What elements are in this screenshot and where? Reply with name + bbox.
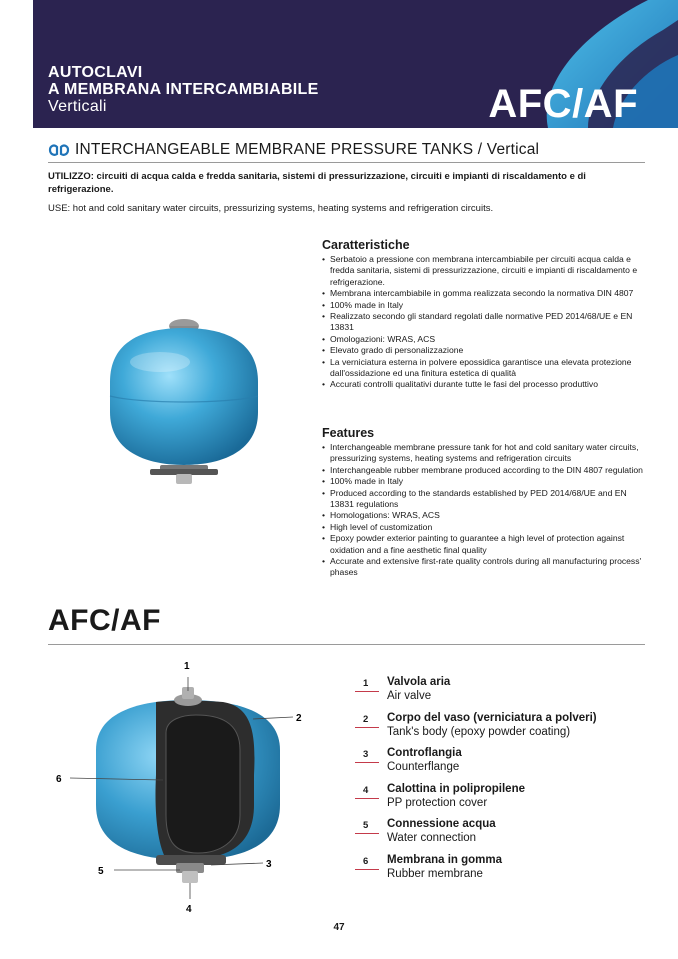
list-item: • Serbatoio a pressione con membrana intercambiabile per circuiti acqua calda e fredda sanitaria, sistemi di pressurizzazione, circuiti e impianti di riscaldamento e refrigerazione. bbox=[322, 254, 647, 288]
part-name-it: Controflangia bbox=[387, 747, 462, 759]
section-divider bbox=[48, 644, 645, 645]
list-item: • Interchangeable membrane pressure tank for hot and cold sanitary water circuits, pressurizing systems, heating systems and refrigeration circuits bbox=[322, 442, 647, 465]
callout-2: 2 bbox=[296, 713, 302, 724]
tank-cutaway-diagram bbox=[48, 655, 318, 917]
list-item: • Homologations: WRAS, ACS bbox=[322, 510, 647, 521]
header-title-line3: Verticali bbox=[48, 98, 107, 115]
caratteristiche-list bbox=[322, 254, 647, 391]
part-item bbox=[355, 712, 645, 748]
page-header bbox=[33, 0, 678, 128]
list-item: • Accurati controlli qualitativi durante tutte le fasi del processo produttivo bbox=[322, 379, 647, 390]
header-title-line1: AUTOCLAVI bbox=[48, 64, 143, 81]
part-name-it: Corpo del vaso (verniciatura a polveri) bbox=[387, 711, 597, 724]
part-name-en: PP protection cover bbox=[387, 796, 488, 809]
part-name-it: Valvola aria bbox=[387, 676, 451, 688]
features-section bbox=[322, 426, 647, 579]
list-item: • 100% made in Italy bbox=[322, 300, 647, 311]
list-item: • High level of customization bbox=[322, 522, 647, 533]
features-list bbox=[322, 442, 647, 579]
list-item: • Membrana intercambiabile in gomma realizzata secondo la normativa DIN 4807 bbox=[322, 288, 647, 299]
caratteristiche-section bbox=[322, 238, 647, 391]
part-rule bbox=[355, 727, 379, 728]
callout-1: 1 bbox=[184, 661, 190, 672]
part-number: 2 bbox=[363, 713, 369, 725]
callout-4: 4 bbox=[186, 904, 192, 915]
part-name-en: Counterflange bbox=[387, 761, 460, 773]
brand-logo-icon bbox=[48, 143, 70, 157]
tank-product-image bbox=[100, 312, 260, 492]
list-item: • Epoxy powder exterior painting to guarantee a high level of protection against oxidation and a fine aesthetic final quality bbox=[322, 533, 647, 556]
use-italian: UTILIZZO: circuiti di acqua calda e fredda sanitaria, sistemi di pressurizzazione, circuiti e impianti di riscaldamento e di refrigerazione. bbox=[48, 171, 586, 195]
list-item: • Accurate and extensive first-rate quality controls during all manufacturing process' phases bbox=[322, 556, 647, 579]
part-name-en: Water connection bbox=[387, 832, 477, 844]
part-rule bbox=[355, 798, 379, 799]
section-title: AFC/AF bbox=[48, 604, 161, 637]
part-item bbox=[355, 676, 645, 712]
header-title-line2: A MEMBRANA INTERCAMBIABILE bbox=[48, 81, 319, 98]
part-rule bbox=[355, 833, 379, 834]
list-item: • Elevato grado di personalizzazione bbox=[322, 345, 647, 356]
list-item: • 100% made in Italy bbox=[322, 476, 647, 487]
list-item: • Produced according to the standards established by PED 2014/68/UE and EN 13831 regulations bbox=[322, 488, 647, 511]
caratteristiche-title: Caratteristiche bbox=[322, 238, 410, 252]
part-name-it: Calottina in polipropilene bbox=[387, 782, 525, 795]
part-item bbox=[355, 854, 645, 890]
part-item bbox=[355, 818, 645, 854]
part-item bbox=[355, 747, 645, 783]
page-number: 47 bbox=[333, 922, 345, 933]
part-name-it: Membrana in gomma bbox=[387, 853, 503, 866]
part-rule bbox=[355, 762, 379, 763]
product-code: AFC/AF bbox=[488, 82, 638, 126]
part-number: 3 bbox=[363, 749, 369, 760]
callout-3: 3 bbox=[266, 859, 272, 870]
part-item bbox=[355, 783, 645, 819]
part-rule bbox=[355, 869, 379, 870]
part-name-en: Rubber membrane bbox=[387, 867, 483, 880]
subtitle-bar bbox=[48, 137, 645, 163]
list-item: • Interchangeable rubber membrane produced according to the DIN 4807 regulation bbox=[322, 465, 647, 476]
callout-6: 6 bbox=[56, 774, 62, 785]
subtitle-text: INTERCHANGEABLE MEMBRANE PRESSURE TANKS / Vertical bbox=[75, 140, 540, 158]
part-number: 6 bbox=[363, 855, 369, 867]
part-number: 1 bbox=[363, 678, 369, 689]
part-rule bbox=[355, 691, 379, 692]
header-title bbox=[48, 64, 319, 115]
part-number: 4 bbox=[363, 784, 369, 796]
features-title: Features bbox=[322, 426, 375, 440]
list-item: • Realizzato secondo gli standard regolati dalle normative PED 2014/68/UE e EN 13831 bbox=[322, 311, 647, 334]
part-name-it: Connessione acqua bbox=[387, 818, 496, 830]
use-english: USE: hot and cold sanitary water circuits, pressurizing systems, heating systems and refrigeration circuits. bbox=[48, 203, 494, 214]
list-item: • La verniciatura esterna in polvere epossidica garantisce una elevata protezione dall'ossidazione ed una finitura estetica di qualità bbox=[322, 357, 647, 380]
part-name-en: Tank's body (epoxy powder coating) bbox=[387, 725, 571, 738]
parts-list bbox=[355, 676, 645, 889]
part-name-en: Air valve bbox=[387, 690, 432, 702]
list-item: • Omologazioni: WRAS, ACS bbox=[322, 334, 647, 345]
part-number: 5 bbox=[363, 820, 369, 831]
callout-5: 5 bbox=[98, 866, 104, 877]
